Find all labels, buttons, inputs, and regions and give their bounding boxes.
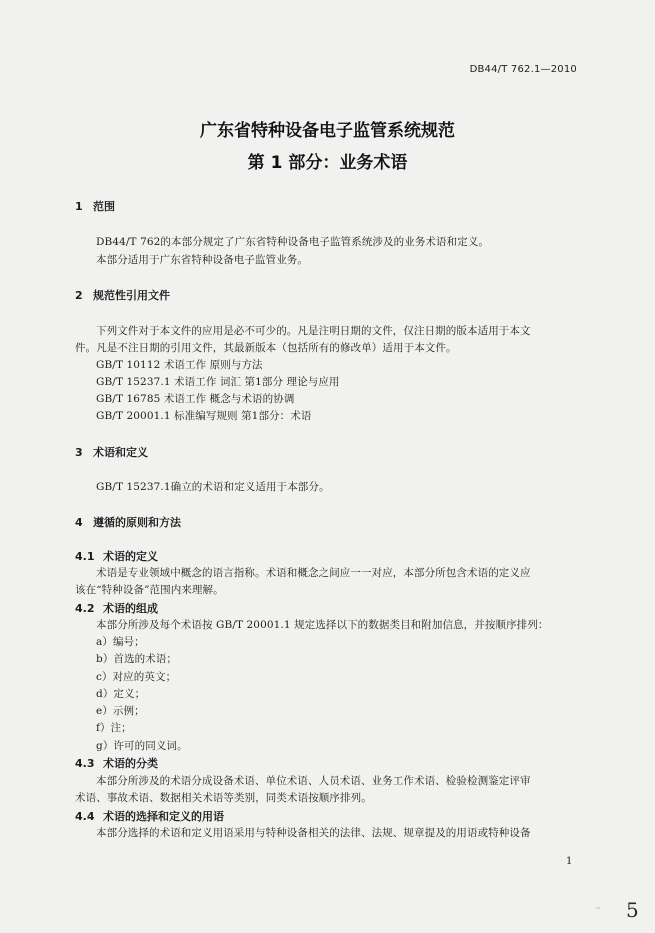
paragraph-line: 本部分选择的术语和定义用语采用与特种设备相关的法律、法规、规章提及的用语或特种设备 (96, 827, 531, 839)
paragraph-line: 下列文件对于本文件的应用是必不可少的。凡是注明日期的文件，仅注日期的版本适用于本文 (96, 325, 531, 337)
section-heading-1 (75, 198, 115, 214)
document-subtitle: 第 1 部分：业务术语 (247, 153, 408, 173)
list-item: f）注； (96, 722, 132, 734)
paragraph-line: 本部分适用于广东省特种设备电子监管业务。 (96, 254, 308, 266)
page-number: 1 (566, 856, 573, 867)
section-number: 1 (75, 200, 83, 213)
paragraph-line: 术语、事故术语、数据相关术语等类别，同类术语按顺序排列。 (75, 792, 372, 804)
scan-speck: ⸱⸱ (596, 904, 601, 913)
subsection-heading-4-3 (75, 755, 158, 771)
reference-item: GB/T 10112 术语工作 原则与方法 (96, 359, 263, 371)
subsection-heading-4-1 (75, 548, 158, 564)
section-title: 范围 (93, 200, 115, 213)
section-heading-4 (75, 514, 181, 530)
list-item: b）首选的术语； (96, 653, 178, 665)
section-title: 术语和定义 (93, 446, 148, 459)
document-title: 广东省特种设备电子监管系统规范 (200, 121, 455, 141)
subsection-title: 术语的组成 (103, 602, 158, 615)
scan-page-number: 5 (626, 898, 639, 922)
section-number: 3 (75, 446, 83, 459)
section-number: 4 (75, 516, 83, 529)
section-title: 遵循的原则和方法 (93, 516, 181, 529)
paragraph-line: GB/T 15237.1确立的术语和定义适用于本部分。 (96, 481, 330, 493)
subsection-title: 术语的选择和定义的用语 (103, 810, 224, 823)
document-code: DB44/T 762.1—2010 (469, 64, 577, 75)
reference-item: GB/T 16785 术语工作 概念与术语的协调 (96, 393, 295, 405)
subsection-heading-4-2 (75, 600, 158, 616)
list-item: a）编号； (96, 636, 145, 648)
section-heading-2 (75, 287, 170, 303)
reference-item: GB/T 20001.1 标准编写规则 第1部分：术语 (96, 410, 312, 422)
subsection-number: 4.3 (75, 757, 95, 770)
list-item: g）许可的同义词。 (96, 740, 188, 752)
paragraph-line: 件。凡是不注日期的引用文件，其最新版本（包括所有的修改单）适用于本文件。 (75, 342, 457, 354)
subsection-title: 术语的定义 (103, 550, 158, 563)
paragraph-line: DB44/T 762的本部分规定了广东省特种设备电子监管系统涉及的业务术语和定义。 (96, 236, 490, 248)
subsection-number: 4.2 (75, 602, 95, 615)
section-heading-3 (75, 444, 148, 460)
paragraph-line: 本部分所涉及的术语分成设备术语、单位术语、人员术语、业务工作术语、检验检测鉴定评审 (96, 775, 531, 787)
subsection-number: 4.4 (75, 810, 95, 823)
paragraph-line: 该在“特种设备”范围内来理解。 (75, 584, 224, 596)
subsection-title: 术语的分类 (103, 757, 158, 770)
list-item: d）定义； (96, 688, 146, 700)
paragraph-line: 本部分所涉及每个术语按 GB/T 20001.1 规定选择以下的数据类目和附加信息，并按顺序排列： (96, 619, 549, 631)
paragraph-line: 术语是专业领域中概念的语言指称。术语和概念之间应一一对应，本部分所包含术语的定义应 (96, 567, 531, 579)
reference-item: GB/T 15237.1 术语工作 词汇 第1部分 理论与应用 (96, 376, 340, 388)
list-item: c）对应的英文； (96, 671, 177, 683)
subsection-number: 4.1 (75, 550, 95, 563)
subsection-heading-4-4 (75, 808, 224, 824)
section-title: 规范性引用文件 (93, 289, 170, 302)
section-number: 2 (75, 289, 83, 302)
list-item: e）示例； (96, 705, 145, 717)
